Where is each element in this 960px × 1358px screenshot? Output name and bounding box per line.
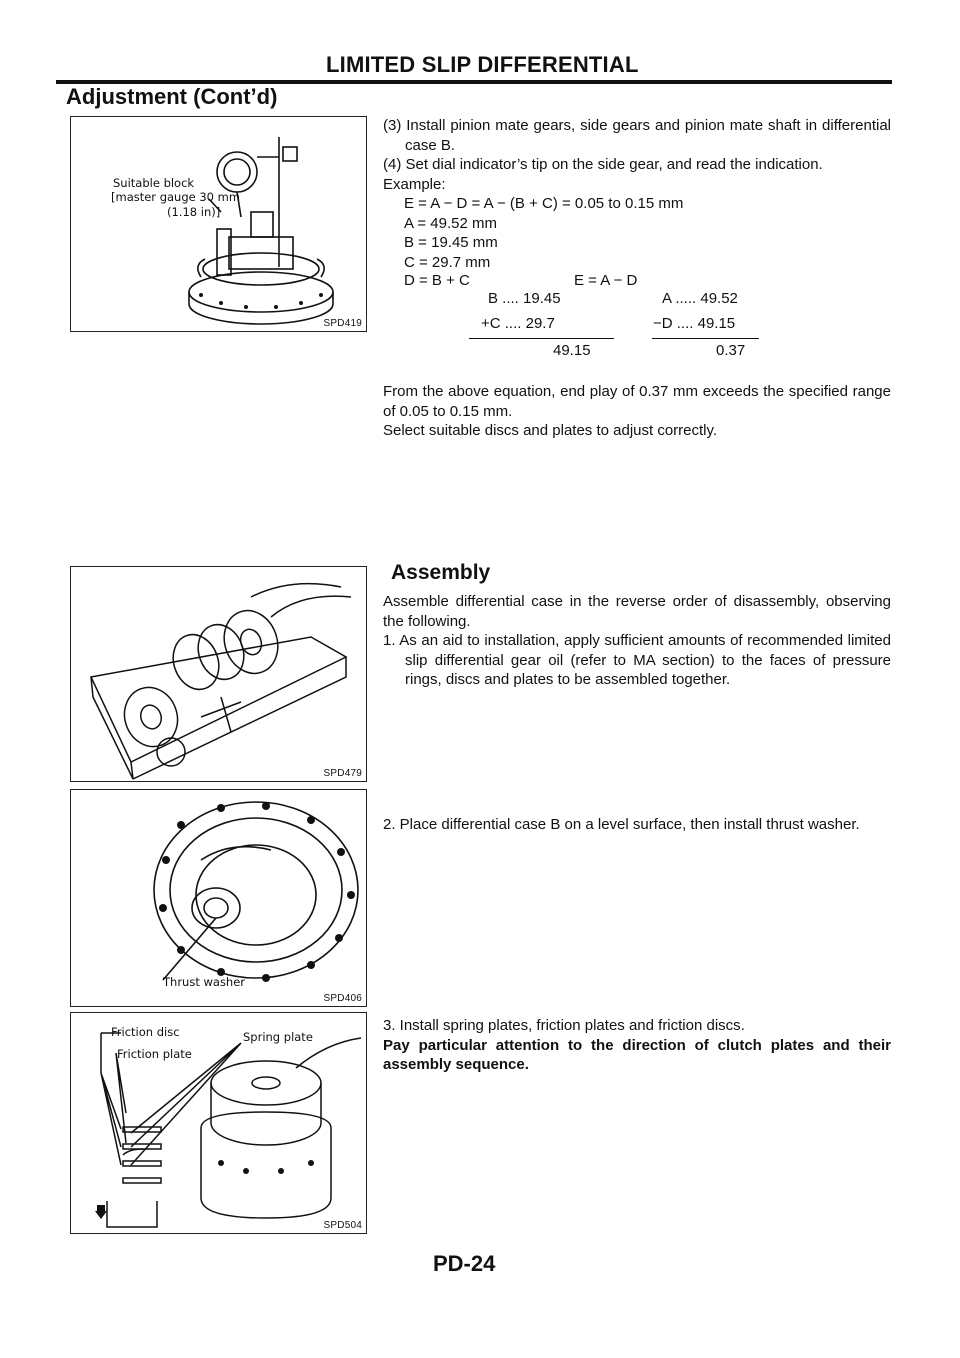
- example-label: Example:: [383, 175, 446, 193]
- figure-code: SPD406: [323, 993, 362, 1004]
- calc-right-row-1: A ..... 49.52: [662, 290, 738, 307]
- calc-right-rule: [652, 338, 759, 339]
- equation-d: D = B + C: [404, 272, 470, 289]
- assembly-intro: Assemble differential case in the reverse order of disassembly, observing the following.: [383, 593, 891, 630]
- fig-label-friction-disc: Friction disc: [111, 1025, 180, 1039]
- figure-clutch-plates: [70, 1012, 367, 1234]
- calc-right-result: 0.37: [716, 342, 746, 359]
- value-b: B = 19.45 mm: [404, 234, 498, 251]
- dial-indicator-illustration: [71, 117, 366, 331]
- adjustment-conclusion: [383, 382, 891, 441]
- figure-thrust-washer: [70, 789, 367, 1007]
- assembly-step-3-block: [383, 1016, 891, 1075]
- assembly-tray-illustration: [71, 567, 366, 781]
- equation-e-short: E = A − D: [574, 272, 638, 289]
- figure-code: SPD419: [323, 318, 362, 329]
- assembly-step-2: 2. Place differential case B on a level surface, then install thrust washer.: [383, 816, 860, 833]
- assembly-text: [383, 592, 891, 690]
- calc-right-row-2: −D .... 49.15: [653, 315, 736, 332]
- calc-left-result: 49.15: [553, 342, 591, 359]
- fig-label-suitable-block: Suitable block: [113, 176, 195, 190]
- adjustment-text: [383, 116, 891, 272]
- assembly-step-3: 3. Install spring plates, friction plates and friction discs.: [383, 1017, 745, 1034]
- page-number: PD-24: [433, 1251, 496, 1276]
- calc-left-row-1: B .... 19.45: [488, 290, 561, 307]
- calc-left-row-2: +C .... 29.7: [481, 315, 555, 332]
- thrust-washer-illustration: [71, 790, 366, 1006]
- assembly-step-2-block: [383, 815, 891, 835]
- assembly-heading: Assembly: [391, 561, 491, 584]
- figure-assembly-tray: [70, 566, 367, 782]
- adjustment-step-4: (4) Set dial indicator’s tip on the side gear, and read the indication.: [383, 156, 823, 173]
- assembly-note: Pay particular attention to the direction of clutch plates and their assembly sequence.: [383, 1036, 891, 1073]
- section-subtitle: Adjustment (Cont’d): [66, 84, 278, 109]
- figure-dial-indicator: [70, 116, 367, 332]
- value-a: A = 49.52 mm: [404, 214, 497, 232]
- fig-label-friction-plate: Friction plate: [117, 1047, 192, 1061]
- figure-code: SPD479: [323, 768, 362, 779]
- figure-code: SPD504: [323, 1220, 362, 1231]
- calc-left-rule: [469, 338, 614, 339]
- equation-e: E = A − D = A − (B + C) = 0.05 to 0.15 mm: [404, 195, 684, 212]
- fig-label-master-gauge: [master gauge 30 mm: [111, 190, 241, 204]
- value-c: C = 29.7 mm: [404, 253, 491, 271]
- fig-label-thrust-washer: Thrust washer: [163, 975, 246, 989]
- section-title: LIMITED SLIP DIFFERENTIAL: [326, 52, 639, 77]
- adjustment-step-3: (3) Install pinion mate gears, side gears and pinion mate shaft in differential case B.: [383, 117, 891, 154]
- fig-label-spring-plate: Spring plate: [243, 1030, 313, 1044]
- clutch-plates-illustration: [71, 1013, 366, 1233]
- fig-label-inch: (1.18 in)]: [167, 205, 221, 219]
- conclusion-text: From the above equation, end play of 0.37 mm exceeds the specified range of 0.05 to 0.15 mm.: [383, 383, 891, 420]
- assembly-step-1: 1. As an aid to installation, apply sufficient amounts of recommended limited slip differential gear oil (refer to MA section) to the faces of pressure rings, discs and plates to be assembled together.: [383, 632, 891, 688]
- select-text: Select suitable discs and plates to adjust correctly.: [383, 422, 718, 439]
